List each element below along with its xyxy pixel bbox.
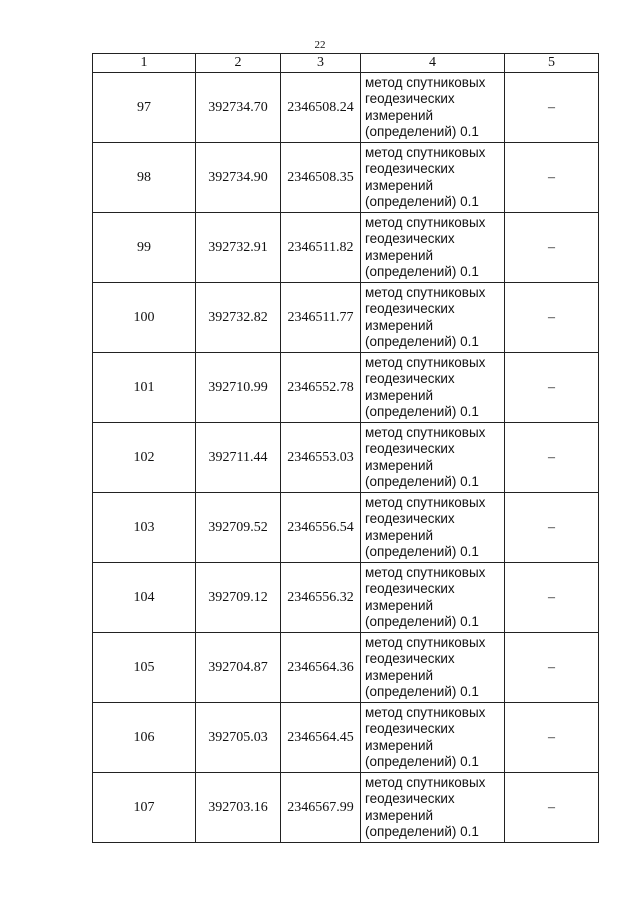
note-cell: – bbox=[505, 73, 599, 143]
y-coordinate-cell: 2346511.77 bbox=[281, 283, 361, 353]
point-number-cell: 101 bbox=[93, 353, 196, 423]
x-coordinate-cell: 392704.87 bbox=[196, 633, 281, 703]
method-text-line: (определений) 0.1 bbox=[365, 824, 479, 839]
table-header-row bbox=[93, 54, 599, 73]
note-cell: – bbox=[505, 353, 599, 423]
note-cell: – bbox=[505, 143, 599, 213]
method-text-line: метод спутниковых bbox=[365, 214, 486, 230]
y-coordinate-cell: 2346567.99 bbox=[281, 773, 361, 843]
table-row bbox=[93, 283, 599, 353]
point-number-cell: 98 bbox=[93, 143, 196, 213]
x-coordinate-cell: 392703.16 bbox=[196, 773, 281, 843]
page-number: 22 bbox=[314, 39, 326, 51]
method-text-line: (определений) 0.1 bbox=[365, 544, 479, 559]
method-text-line: метод спутниковых bbox=[365, 564, 486, 580]
method-text-line: измерений bbox=[365, 457, 434, 473]
method-text-line: геодезических bbox=[365, 91, 455, 106]
method-text-line: измерений bbox=[365, 597, 434, 613]
table-row bbox=[93, 493, 599, 563]
column-header-1: 1 bbox=[93, 54, 196, 73]
method-text-line: (определений) 0.1 bbox=[365, 334, 479, 349]
method-text-line: (определений) 0.1 bbox=[365, 684, 479, 699]
method-text-line: измерений bbox=[365, 247, 434, 263]
method-text-line: метод спутниковых bbox=[365, 494, 486, 510]
method-text-line: метод спутниковых bbox=[365, 74, 486, 90]
method-cell bbox=[361, 563, 505, 633]
coordinates-table bbox=[92, 53, 599, 843]
y-coordinate-cell: 2346508.35 bbox=[281, 143, 361, 213]
method-text-line: измерений bbox=[365, 667, 434, 683]
point-number-cell: 103 bbox=[93, 493, 196, 563]
note-cell: – bbox=[505, 423, 599, 493]
method-cell bbox=[361, 493, 505, 563]
method-text-line: метод спутниковых bbox=[365, 144, 486, 160]
method-cell bbox=[361, 773, 505, 843]
method-cell bbox=[361, 423, 505, 493]
point-number-cell: 104 bbox=[93, 563, 196, 633]
y-coordinate-cell: 2346556.54 bbox=[281, 493, 361, 563]
table-body bbox=[93, 73, 599, 843]
x-coordinate-cell: 392709.52 bbox=[196, 493, 281, 563]
table-row bbox=[93, 703, 599, 773]
point-number-cell: 105 bbox=[93, 633, 196, 703]
method-text-line: измерений bbox=[365, 107, 434, 123]
method-cell bbox=[361, 353, 505, 423]
x-coordinate-cell: 392709.12 bbox=[196, 563, 281, 633]
point-number-cell: 102 bbox=[93, 423, 196, 493]
method-cell bbox=[361, 213, 505, 283]
x-coordinate-cell: 392734.70 bbox=[196, 73, 281, 143]
x-coordinate-cell: 392732.91 bbox=[196, 213, 281, 283]
method-text-line: метод спутниковых bbox=[365, 284, 486, 300]
method-text-line: (определений) 0.1 bbox=[365, 754, 479, 769]
note-cell: – bbox=[505, 773, 599, 843]
method-cell bbox=[361, 283, 505, 353]
x-coordinate-cell: 392732.82 bbox=[196, 283, 281, 353]
y-coordinate-cell: 2346564.36 bbox=[281, 633, 361, 703]
y-coordinate-cell: 2346508.24 bbox=[281, 73, 361, 143]
note-cell: – bbox=[505, 213, 599, 283]
method-text-line: геодезических bbox=[365, 511, 455, 526]
method-cell bbox=[361, 73, 505, 143]
y-coordinate-cell: 2346511.82 bbox=[281, 213, 361, 283]
method-text-line: измерений bbox=[365, 807, 434, 823]
method-text-line: метод спутниковых bbox=[365, 704, 486, 720]
note-cell: – bbox=[505, 633, 599, 703]
method-text-line: геодезических bbox=[365, 161, 455, 176]
method-text-line: (определений) 0.1 bbox=[365, 264, 479, 279]
method-text-line: геодезических bbox=[365, 301, 455, 316]
table-row bbox=[93, 353, 599, 423]
method-text-line: геодезических bbox=[365, 651, 455, 666]
method-text-line: геодезических bbox=[365, 721, 455, 736]
note-cell: – bbox=[505, 493, 599, 563]
method-text-line: метод спутниковых bbox=[365, 424, 486, 440]
method-text-line: измерений bbox=[365, 527, 434, 543]
method-text-line: (определений) 0.1 bbox=[365, 614, 479, 629]
table-row bbox=[93, 143, 599, 213]
note-cell: – bbox=[505, 563, 599, 633]
method-text-line: геодезических bbox=[365, 371, 455, 386]
note-cell: – bbox=[505, 703, 599, 773]
method-text-line: метод спутниковых bbox=[365, 774, 486, 790]
y-coordinate-cell: 2346556.32 bbox=[281, 563, 361, 633]
method-cell bbox=[361, 143, 505, 213]
table-row bbox=[93, 73, 599, 143]
method-text-line: (определений) 0.1 bbox=[365, 474, 479, 489]
method-text-line: измерений bbox=[365, 387, 434, 403]
note-cell: – bbox=[505, 283, 599, 353]
point-number-cell: 107 bbox=[93, 773, 196, 843]
point-number-cell: 106 bbox=[93, 703, 196, 773]
column-header-2: 2 bbox=[196, 54, 281, 73]
method-text-line: геодезических bbox=[365, 791, 455, 806]
method-text-line: (определений) 0.1 bbox=[365, 404, 479, 419]
y-coordinate-cell: 2346564.45 bbox=[281, 703, 361, 773]
x-coordinate-cell: 392711.44 bbox=[196, 423, 281, 493]
method-text-line: измерений bbox=[365, 737, 434, 753]
method-cell bbox=[361, 633, 505, 703]
method-text-line: измерений bbox=[365, 317, 434, 333]
method-text-line: (определений) 0.1 bbox=[365, 124, 479, 139]
method-text-line: геодезических bbox=[365, 231, 455, 246]
table-row bbox=[93, 563, 599, 633]
point-number-cell: 100 bbox=[93, 283, 196, 353]
x-coordinate-cell: 392710.99 bbox=[196, 353, 281, 423]
y-coordinate-cell: 2346552.78 bbox=[281, 353, 361, 423]
table-row bbox=[93, 773, 599, 843]
column-header-3: 3 bbox=[281, 54, 361, 73]
method-text-line: измерений bbox=[365, 177, 434, 193]
point-number-cell: 99 bbox=[93, 213, 196, 283]
method-text-line: метод спутниковых bbox=[365, 354, 486, 370]
method-text-line: геодезических bbox=[365, 581, 455, 596]
method-text-line: метод спутниковых bbox=[365, 634, 486, 650]
x-coordinate-cell: 392705.03 bbox=[196, 703, 281, 773]
point-number-cell: 97 bbox=[93, 73, 196, 143]
table-row bbox=[93, 423, 599, 493]
method-text-line: геодезических bbox=[365, 441, 455, 456]
method-text-line: (определений) 0.1 bbox=[365, 194, 479, 209]
method-cell bbox=[361, 703, 505, 773]
table-row bbox=[93, 633, 599, 703]
y-coordinate-cell: 2346553.03 bbox=[281, 423, 361, 493]
column-header-5: 5 bbox=[505, 54, 599, 73]
x-coordinate-cell: 392734.90 bbox=[196, 143, 281, 213]
table-row bbox=[93, 213, 599, 283]
column-header-4: 4 bbox=[361, 54, 505, 73]
